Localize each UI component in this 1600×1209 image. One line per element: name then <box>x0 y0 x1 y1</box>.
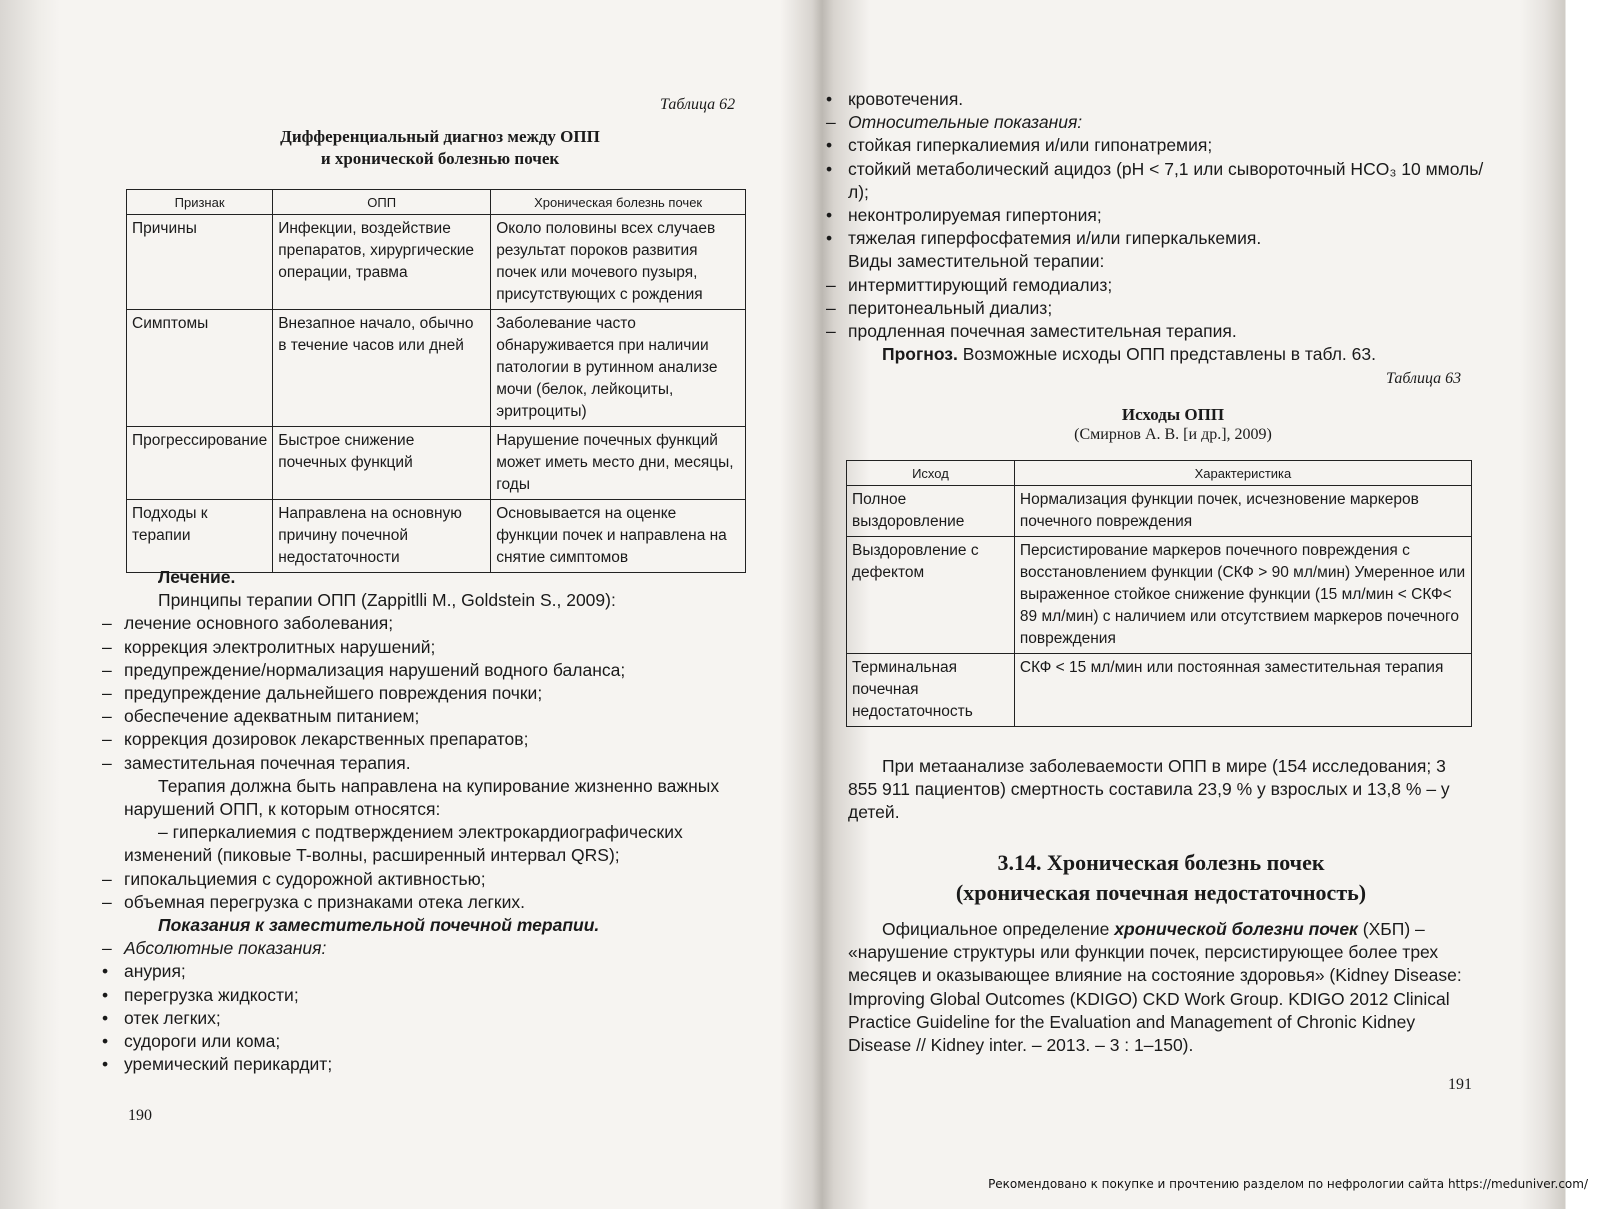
footer-note: Рекомендовано к покупке и прочтению разделом по нефрологии сайта https://meduniver.com/ <box>988 1177 1588 1191</box>
list-item <box>102 682 754 705</box>
list-item <box>102 1007 754 1030</box>
table-cell: Выздоровление с дефектом <box>847 537 1015 654</box>
prognosis-text: Возможные исходы ОПП представлены в табл. 63. <box>957 344 1376 365</box>
column-header: Характеристика <box>1014 461 1471 486</box>
list-item <box>102 868 754 891</box>
absolute-heading <box>102 937 754 960</box>
list-item <box>124 821 754 867</box>
list-item <box>102 960 754 983</box>
list-item-text: продленная почечная заместительная терапия. <box>848 321 1237 342</box>
table-62-caption: Таблица 62 <box>660 96 736 113</box>
list-item-text: заместительная почечная терапия. <box>124 752 411 773</box>
dash-marker: – <box>102 729 112 750</box>
dash-marker: – <box>826 274 836 295</box>
list-item <box>102 636 754 659</box>
table-cell: Быстрое снижение почечных функций <box>273 427 491 500</box>
list-item <box>102 659 754 682</box>
prognosis-label: Прогноз. <box>882 344 958 365</box>
table-cell: Полное выздоровление <box>847 486 1015 537</box>
list-item-text: уремический перикардит; <box>124 1054 333 1075</box>
table-cell: Инфекции, воздействие препаратов, хирургические операции, травма <box>273 215 491 310</box>
table-62-title <box>120 126 760 170</box>
list-item-text: лечение основного заболевания; <box>124 613 394 634</box>
table-62 <box>126 189 746 573</box>
list-item <box>826 320 1498 343</box>
bullet-marker: • <box>826 228 833 249</box>
list-item-text: Относительные показания: <box>848 112 1083 133</box>
definition-part: Официальное определение <box>882 919 1115 939</box>
list-item <box>102 1030 754 1053</box>
list-item-text: коррекция электролитных нарушений; <box>124 636 436 657</box>
dash-marker: – <box>826 112 836 133</box>
list-item <box>102 705 754 728</box>
list-item <box>826 158 1498 204</box>
bullet-marker: • <box>102 1007 109 1028</box>
list-item-text: судороги или кома; <box>124 1031 281 1052</box>
table-header-row <box>847 461 1472 486</box>
list-item <box>826 88 1498 111</box>
list-item-text: неконтролируемая гипертония; <box>848 205 1102 226</box>
table-row <box>127 310 746 427</box>
table-cell: Симптомы <box>127 310 273 427</box>
section-heading <box>848 848 1474 908</box>
table-cell: Около половины всех случаев результат пороков развития почек или мочевого пузыря, присутствующих с рождения <box>491 215 746 310</box>
table-cell: Причины <box>127 215 273 310</box>
prognosis-paragraph <box>848 343 1498 366</box>
relative-heading <box>826 111 1498 134</box>
dash-marker: – <box>102 613 112 634</box>
bullet-marker: • <box>826 205 833 226</box>
list-item <box>102 1053 754 1076</box>
list-item-text: отек легких; <box>124 1007 221 1028</box>
list-item-text: интермиттирующий гемодиализ; <box>848 274 1113 295</box>
table-63-title: Исходы ОПП <box>1121 405 1225 424</box>
section-heading-line: 3.14. Хроническая болезнь почек <box>997 850 1325 875</box>
list-item <box>826 274 1498 297</box>
list-item <box>826 204 1498 227</box>
dash-marker: – <box>102 752 112 773</box>
page-number: 190 <box>128 1107 152 1124</box>
table-cell: Нормализация функции почек, исчезновение маркеров почечного повреждения <box>1014 486 1471 537</box>
dash-marker: – <box>158 822 168 843</box>
list-item <box>102 752 754 775</box>
list-item <box>102 612 754 635</box>
left-body-text <box>102 566 754 1076</box>
title-line: Дифференциальный диагноз между ОПП <box>280 127 600 146</box>
list-item-text: перегрузка жидкости; <box>124 984 299 1005</box>
table-cell: Основывается на оценке функции почек и направлена на снятие симптомов <box>491 500 746 573</box>
list-item-text: гиперкалиемия с подтверждением электрокардиографических изменений (пиковые T-волны, расширенный интервал QRS); <box>124 822 683 866</box>
bullet-marker: • <box>102 984 109 1005</box>
list-item <box>102 984 754 1007</box>
dash-marker: – <box>102 868 112 889</box>
list-item-text: стойкий метаболический ацидоз (pH < 7,1 или сывороточный HCO₃ 10 ммоль/л); <box>848 158 1484 202</box>
table-cell: Заболевание часто обнаруживается при наличии патологии в рутинном анализе мочи (белок, лейкоциты, эритроциты) <box>491 310 746 427</box>
list-item-text: анурия; <box>124 961 186 982</box>
list-item <box>826 227 1498 250</box>
bullet-marker: • <box>102 1054 109 1075</box>
list-item <box>826 297 1498 320</box>
indications-heading: Показания к заместительной почечной терапии. <box>158 915 600 936</box>
dash-marker: – <box>826 297 836 318</box>
bullet-marker: • <box>826 89 833 109</box>
table-row <box>127 500 746 573</box>
page-number: 191 <box>1448 1076 1472 1093</box>
dash-marker: – <box>102 683 112 704</box>
column-header: Признак <box>127 190 273 215</box>
table-row <box>847 486 1472 537</box>
title-line: и хронической болезнью почек <box>320 149 560 168</box>
list-item-text: кровотечения. <box>848 89 964 109</box>
meta-analysis-paragraph <box>848 755 1474 825</box>
treatment-heading: Лечение. <box>158 567 236 587</box>
table-cell: Персистирование маркеров почечного повреждения с восстановлением функции (СКФ > 90 мл/мин) Умеренное или выраженное стойкое снижение функции (15 мл/мин < СКФ< 89 мл/мин) с наличием или отсутствием маркеров почечного повреждения <box>1014 537 1471 654</box>
dash-marker: – <box>102 891 112 912</box>
table-cell: Внезапное начало, обычно в течение часов или дней <box>273 310 491 427</box>
table-header-row <box>127 190 746 215</box>
list-item-text: гипокальциемия с судорожной активностью; <box>124 868 486 889</box>
replacement-heading: Виды заместительной терапии: <box>848 251 1105 272</box>
table-cell: СКФ < 15 мл/мин или постоянная заместительная терапия <box>1014 654 1471 727</box>
list-item <box>102 891 754 914</box>
list-item-text: тяжелая гиперфосфатемия и/или гиперкалькемия. <box>848 228 1262 249</box>
definition-text <box>848 918 1474 1057</box>
table-cell: Нарушение почечных функций может иметь место дни, месяцы, годы <box>491 427 746 500</box>
list-item-text: предупреждение/нормализация нарушений водного баланса; <box>124 659 626 680</box>
definition-term: хронической болезни почек <box>1114 919 1358 939</box>
list-item-text: перитонеальный диализ; <box>848 297 1053 318</box>
table-63-caption: Таблица 63 <box>1386 370 1462 387</box>
column-header: Исход <box>847 461 1015 486</box>
list-item-text: объемная перегрузка с признаками отека легких. <box>124 891 525 912</box>
table-cell: Терминальная почечная недостаточность <box>847 654 1015 727</box>
dash-marker: – <box>102 636 112 657</box>
dash-marker: – <box>102 706 112 727</box>
bullet-marker: • <box>826 158 833 179</box>
dash-marker: – <box>102 659 112 680</box>
meta-analysis-text: При метаанализе заболеваемости ОПП в мире (154 исследования; 3 855 911 пациентов) смертность составила 23,9 % у взрослых и 13,8 % – у детей. <box>848 756 1450 823</box>
therapy-paragraph: Терапия должна быть направлена на купирование жизненно важных нарушений ОПП, к которым относятся: <box>124 775 720 820</box>
table-63 <box>846 460 1472 727</box>
list-item-text: стойкая гиперкалиемия и/или гипонатремия; <box>848 135 1213 156</box>
table-63-subtitle: (Смирнов А. В. [и др.], 2009) <box>1074 426 1272 443</box>
column-header: Хроническая болезнь почек <box>491 190 746 215</box>
list-item-text: предупреждение дальнейшего повреждения почки; <box>124 683 543 704</box>
table-row <box>847 654 1472 727</box>
table-cell: Прогрессирование <box>127 427 273 500</box>
list-item <box>826 134 1498 157</box>
list-item-text: обеспечение адекватным питанием; <box>124 706 420 727</box>
definition-part: (ХБП) – «нарушение структуры или функции почек, персистирующее более трех месяцев и оказывающее влияние на состояние здоровья» (Kidney Disease: Improving Global Outcomes (KDIGO) CKD Work Group. KDIGO 2012 Clinical Practice Guideline for the Evaluation and Management of Chronic Kidney Disease // Kidney inter. – 2013. – 3 : 1–150). <box>848 919 1462 1056</box>
table-cell: Подходы к терапии <box>127 500 273 573</box>
table-row <box>127 427 746 500</box>
bullet-marker: • <box>826 135 833 156</box>
table-row <box>847 537 1472 654</box>
table-row <box>127 215 746 310</box>
principles-intro: Принципы терапии ОПП (Zappitlli M., Goldstein S., 2009): <box>158 590 616 611</box>
column-header: ОПП <box>273 190 491 215</box>
bullet-marker: • <box>102 961 109 982</box>
definition-paragraph <box>848 918 1474 1057</box>
section-heading-line: (хроническая почечная недостаточность) <box>955 880 1367 905</box>
bullet-marker: • <box>102 1031 109 1052</box>
dash-marker: – <box>102 938 112 959</box>
list-item-text: Абсолютные показания: <box>124 938 327 959</box>
list-item <box>102 728 754 751</box>
right-body-top <box>826 88 1498 366</box>
dash-marker: – <box>826 321 836 342</box>
list-item-text: коррекция дозировок лекарственных препаратов; <box>124 729 529 750</box>
table-cell: Направлена на основную причину почечной недостаточности <box>273 500 491 573</box>
